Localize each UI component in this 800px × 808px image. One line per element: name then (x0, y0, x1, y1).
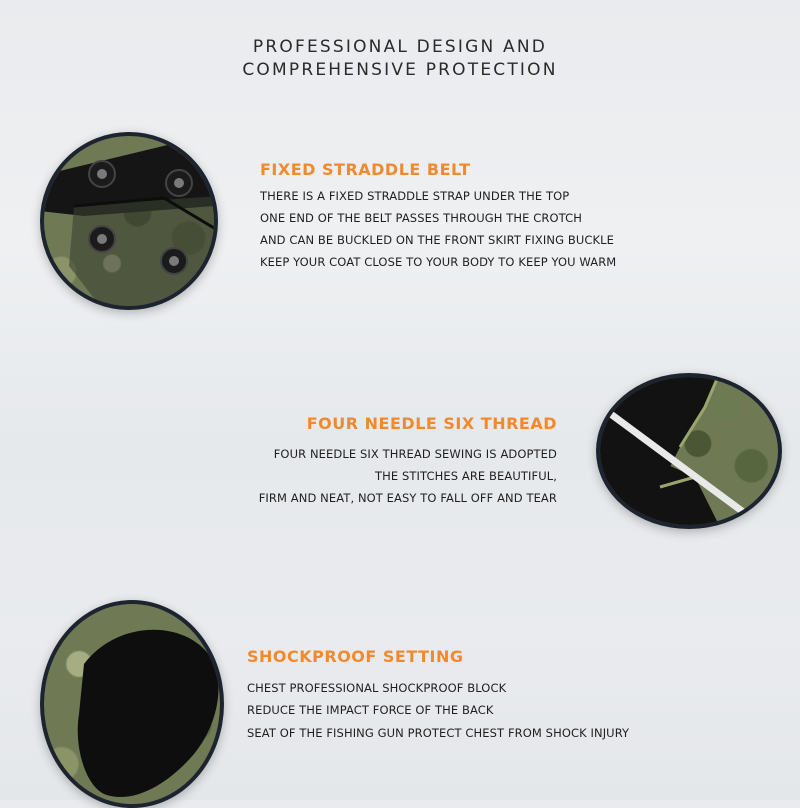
feature-line: CHEST PROFESSIONAL SHOCKPROOF BLOCK (247, 681, 507, 695)
page-heading-line-1: PROFESSIONAL DESIGN AND (252, 37, 548, 57)
straddle-belt-illustration (44, 136, 214, 306)
feature-title-four-needle: FOUR NEEDLE SIX THREAD (306, 414, 557, 433)
feature-title-shockproof: SHOCKPROOF SETTING (247, 647, 464, 666)
feature-line: KEEP YOUR COAT CLOSE TO YOUR BODY TO KEEP YOU WARM (260, 255, 617, 269)
feature-line: ONE END OF THE BELT PASSES THROUGH THE CROTCH (260, 211, 582, 225)
feature-title-straddle-belt: FIXED STRADDLE BELT (260, 160, 471, 179)
shockproof-pad-image (40, 600, 224, 808)
feature-line: AND CAN BE BUCKLED ON THE FRONT SKIRT FIXING BUCKLE (260, 233, 615, 247)
feature-line: THERE IS A FIXED STRADDLE STRAP UNDER THE TOP (260, 189, 570, 203)
page-heading-line-2: COMPREHENSIVE PROTECTION (242, 60, 558, 80)
stitching-illustration (600, 377, 778, 525)
shockproof-pad-illustration (44, 604, 220, 804)
feature-line: SEAT OF THE FISHING GUN PROTECT CHEST FROM SHOCK INJURY (247, 726, 630, 740)
feature-line: REDUCE THE IMPACT FORCE OF THE BACK (247, 703, 494, 717)
stitching-image (596, 373, 782, 529)
feature-line: FIRM AND NEAT, NOT EASY TO FALL OFF AND TEAR (258, 491, 557, 505)
straddle-belt-image (40, 132, 218, 310)
feature-line: FOUR NEEDLE SIX THREAD SEWING IS ADOPTED (273, 447, 557, 461)
feature-line: THE STITCHES ARE BEAUTIFUL, (375, 469, 557, 483)
